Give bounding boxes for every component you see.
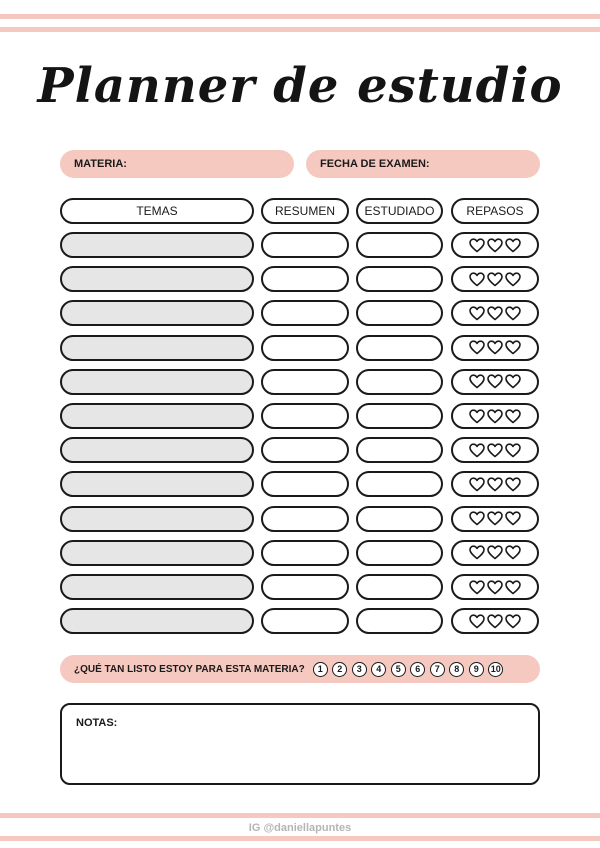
repasos-cell[interactable] [451, 403, 539, 429]
resumen-cell[interactable] [261, 403, 349, 429]
repasos-cell[interactable] [451, 300, 539, 326]
heart-icon[interactable] [487, 374, 503, 389]
heart-icon[interactable] [487, 443, 503, 458]
estudiado-cell[interactable] [356, 437, 443, 463]
heart-icon[interactable] [469, 511, 485, 526]
tema-cell[interactable] [60, 437, 254, 463]
hearts-group [469, 272, 521, 287]
resumen-cell[interactable] [261, 335, 349, 361]
heart-icon[interactable] [505, 238, 521, 253]
top-stripe-1 [0, 14, 600, 19]
readiness-option[interactable]: 10 [488, 662, 503, 677]
column-header-repasos: REPASOS [451, 198, 539, 224]
estudiado-cell[interactable] [356, 540, 443, 566]
estudiado-cell[interactable] [356, 232, 443, 258]
heart-icon[interactable] [487, 238, 503, 253]
estudiado-cell[interactable] [356, 574, 443, 600]
heart-icon[interactable] [469, 340, 485, 355]
hearts-group [469, 614, 521, 629]
hearts-group [469, 409, 521, 424]
heart-icon[interactable] [469, 614, 485, 629]
tema-cell[interactable] [60, 335, 254, 361]
column-header-temas: TEMAS [60, 198, 254, 224]
heart-icon[interactable] [469, 477, 485, 492]
column-header-estudiado: ESTUDIADO [356, 198, 443, 224]
heart-icon[interactable] [487, 511, 503, 526]
repasos-cell[interactable] [451, 335, 539, 361]
heart-icon[interactable] [487, 306, 503, 321]
heart-icon[interactable] [487, 580, 503, 595]
heart-icon[interactable] [487, 340, 503, 355]
readiness-option[interactable]: 7 [430, 662, 445, 677]
hearts-group [469, 580, 521, 595]
tema-cell[interactable] [60, 540, 254, 566]
heart-icon[interactable] [505, 511, 521, 526]
resumen-cell[interactable] [261, 540, 349, 566]
repasos-cell[interactable] [451, 540, 539, 566]
materia-field[interactable] [60, 150, 294, 178]
repasos-cell[interactable] [451, 608, 539, 634]
heart-icon[interactable] [487, 614, 503, 629]
tema-cell[interactable] [60, 266, 254, 292]
hearts-group [469, 545, 521, 560]
heart-icon[interactable] [505, 477, 521, 492]
tema-cell[interactable] [60, 471, 254, 497]
heart-icon[interactable] [487, 477, 503, 492]
readiness-option[interactable]: 6 [410, 662, 425, 677]
readiness-bar [60, 655, 540, 683]
tema-cell[interactable] [60, 608, 254, 634]
fecha-examen-field[interactable] [306, 150, 540, 178]
heart-icon[interactable] [505, 272, 521, 287]
readiness-option[interactable]: 9 [469, 662, 484, 677]
resumen-cell[interactable] [261, 506, 349, 532]
notes-label: NOTAS: [76, 717, 118, 729]
readiness-option[interactable]: 1 [313, 662, 328, 677]
heart-icon[interactable] [505, 409, 521, 424]
fecha-examen-label: FECHA DE EXAMEN: [320, 158, 430, 170]
heart-icon[interactable] [469, 238, 485, 253]
hearts-group [469, 511, 521, 526]
hearts-group [469, 443, 521, 458]
notes-box[interactable] [60, 703, 540, 785]
readiness-option[interactable]: 3 [352, 662, 367, 677]
heart-icon[interactable] [469, 374, 485, 389]
repasos-cell[interactable] [451, 266, 539, 292]
estudiado-cell[interactable] [356, 369, 443, 395]
readiness-label: ¿QUÉ TAN LISTO ESTOY PARA ESTA MATERIA? [74, 663, 305, 675]
resumen-cell[interactable] [261, 232, 349, 258]
heart-icon[interactable] [469, 409, 485, 424]
tema-cell[interactable] [60, 369, 254, 395]
heart-icon[interactable] [487, 545, 503, 560]
tema-cell[interactable] [60, 506, 254, 532]
resumen-cell[interactable] [261, 300, 349, 326]
footer-credit: IG @daniellapuntes [248, 822, 352, 834]
estudiado-cell[interactable] [356, 506, 443, 532]
hearts-group [469, 477, 521, 492]
heart-icon[interactable] [505, 306, 521, 321]
top-stripe-2 [0, 27, 600, 32]
estudiado-cell[interactable] [356, 266, 443, 292]
heart-icon[interactable] [487, 272, 503, 287]
heart-icon[interactable] [505, 374, 521, 389]
heart-icon[interactable] [469, 580, 485, 595]
estudiado-cell[interactable] [356, 300, 443, 326]
estudiado-cell[interactable] [356, 608, 443, 634]
materia-label: MATERIA: [74, 158, 127, 170]
resumen-cell[interactable] [261, 266, 349, 292]
repasos-cell[interactable] [451, 232, 539, 258]
heart-icon[interactable] [487, 409, 503, 424]
heart-icon[interactable] [505, 614, 521, 629]
readiness-scale [313, 662, 508, 677]
heart-icon[interactable] [469, 443, 485, 458]
tema-cell[interactable] [60, 574, 254, 600]
readiness-option[interactable]: 2 [332, 662, 347, 677]
hearts-group [469, 306, 521, 321]
estudiado-cell[interactable] [356, 403, 443, 429]
hearts-group [469, 374, 521, 389]
heart-icon[interactable] [505, 340, 521, 355]
resumen-cell[interactable] [261, 471, 349, 497]
readiness-option[interactable]: 5 [391, 662, 406, 677]
readiness-option[interactable]: 4 [371, 662, 386, 677]
resumen-cell[interactable] [261, 574, 349, 600]
resumen-cell[interactable] [261, 608, 349, 634]
hearts-group [469, 340, 521, 355]
column-header-resumen: RESUMEN [261, 198, 349, 224]
repasos-cell[interactable] [451, 471, 539, 497]
repasos-cell[interactable] [451, 574, 539, 600]
estudiado-cell[interactable] [356, 335, 443, 361]
repasos-cell[interactable] [451, 437, 539, 463]
estudiado-cell[interactable] [356, 471, 443, 497]
heart-icon[interactable] [505, 545, 521, 560]
heart-icon[interactable] [505, 443, 521, 458]
tema-cell[interactable] [60, 403, 254, 429]
heart-icon[interactable] [469, 306, 485, 321]
resumen-cell[interactable] [261, 437, 349, 463]
bottom-stripe-1 [0, 813, 600, 818]
tema-cell[interactable] [60, 232, 254, 258]
repasos-cell[interactable] [451, 506, 539, 532]
heart-icon[interactable] [469, 272, 485, 287]
tema-cell[interactable] [60, 300, 254, 326]
heart-icon[interactable] [469, 545, 485, 560]
heart-icon[interactable] [505, 580, 521, 595]
resumen-cell[interactable] [261, 369, 349, 395]
readiness-option[interactable]: 8 [449, 662, 464, 677]
repasos-cell[interactable] [451, 369, 539, 395]
hearts-group [469, 238, 521, 253]
page-title: Planner de estudio [37, 58, 563, 114]
bottom-stripe-2 [0, 836, 600, 841]
